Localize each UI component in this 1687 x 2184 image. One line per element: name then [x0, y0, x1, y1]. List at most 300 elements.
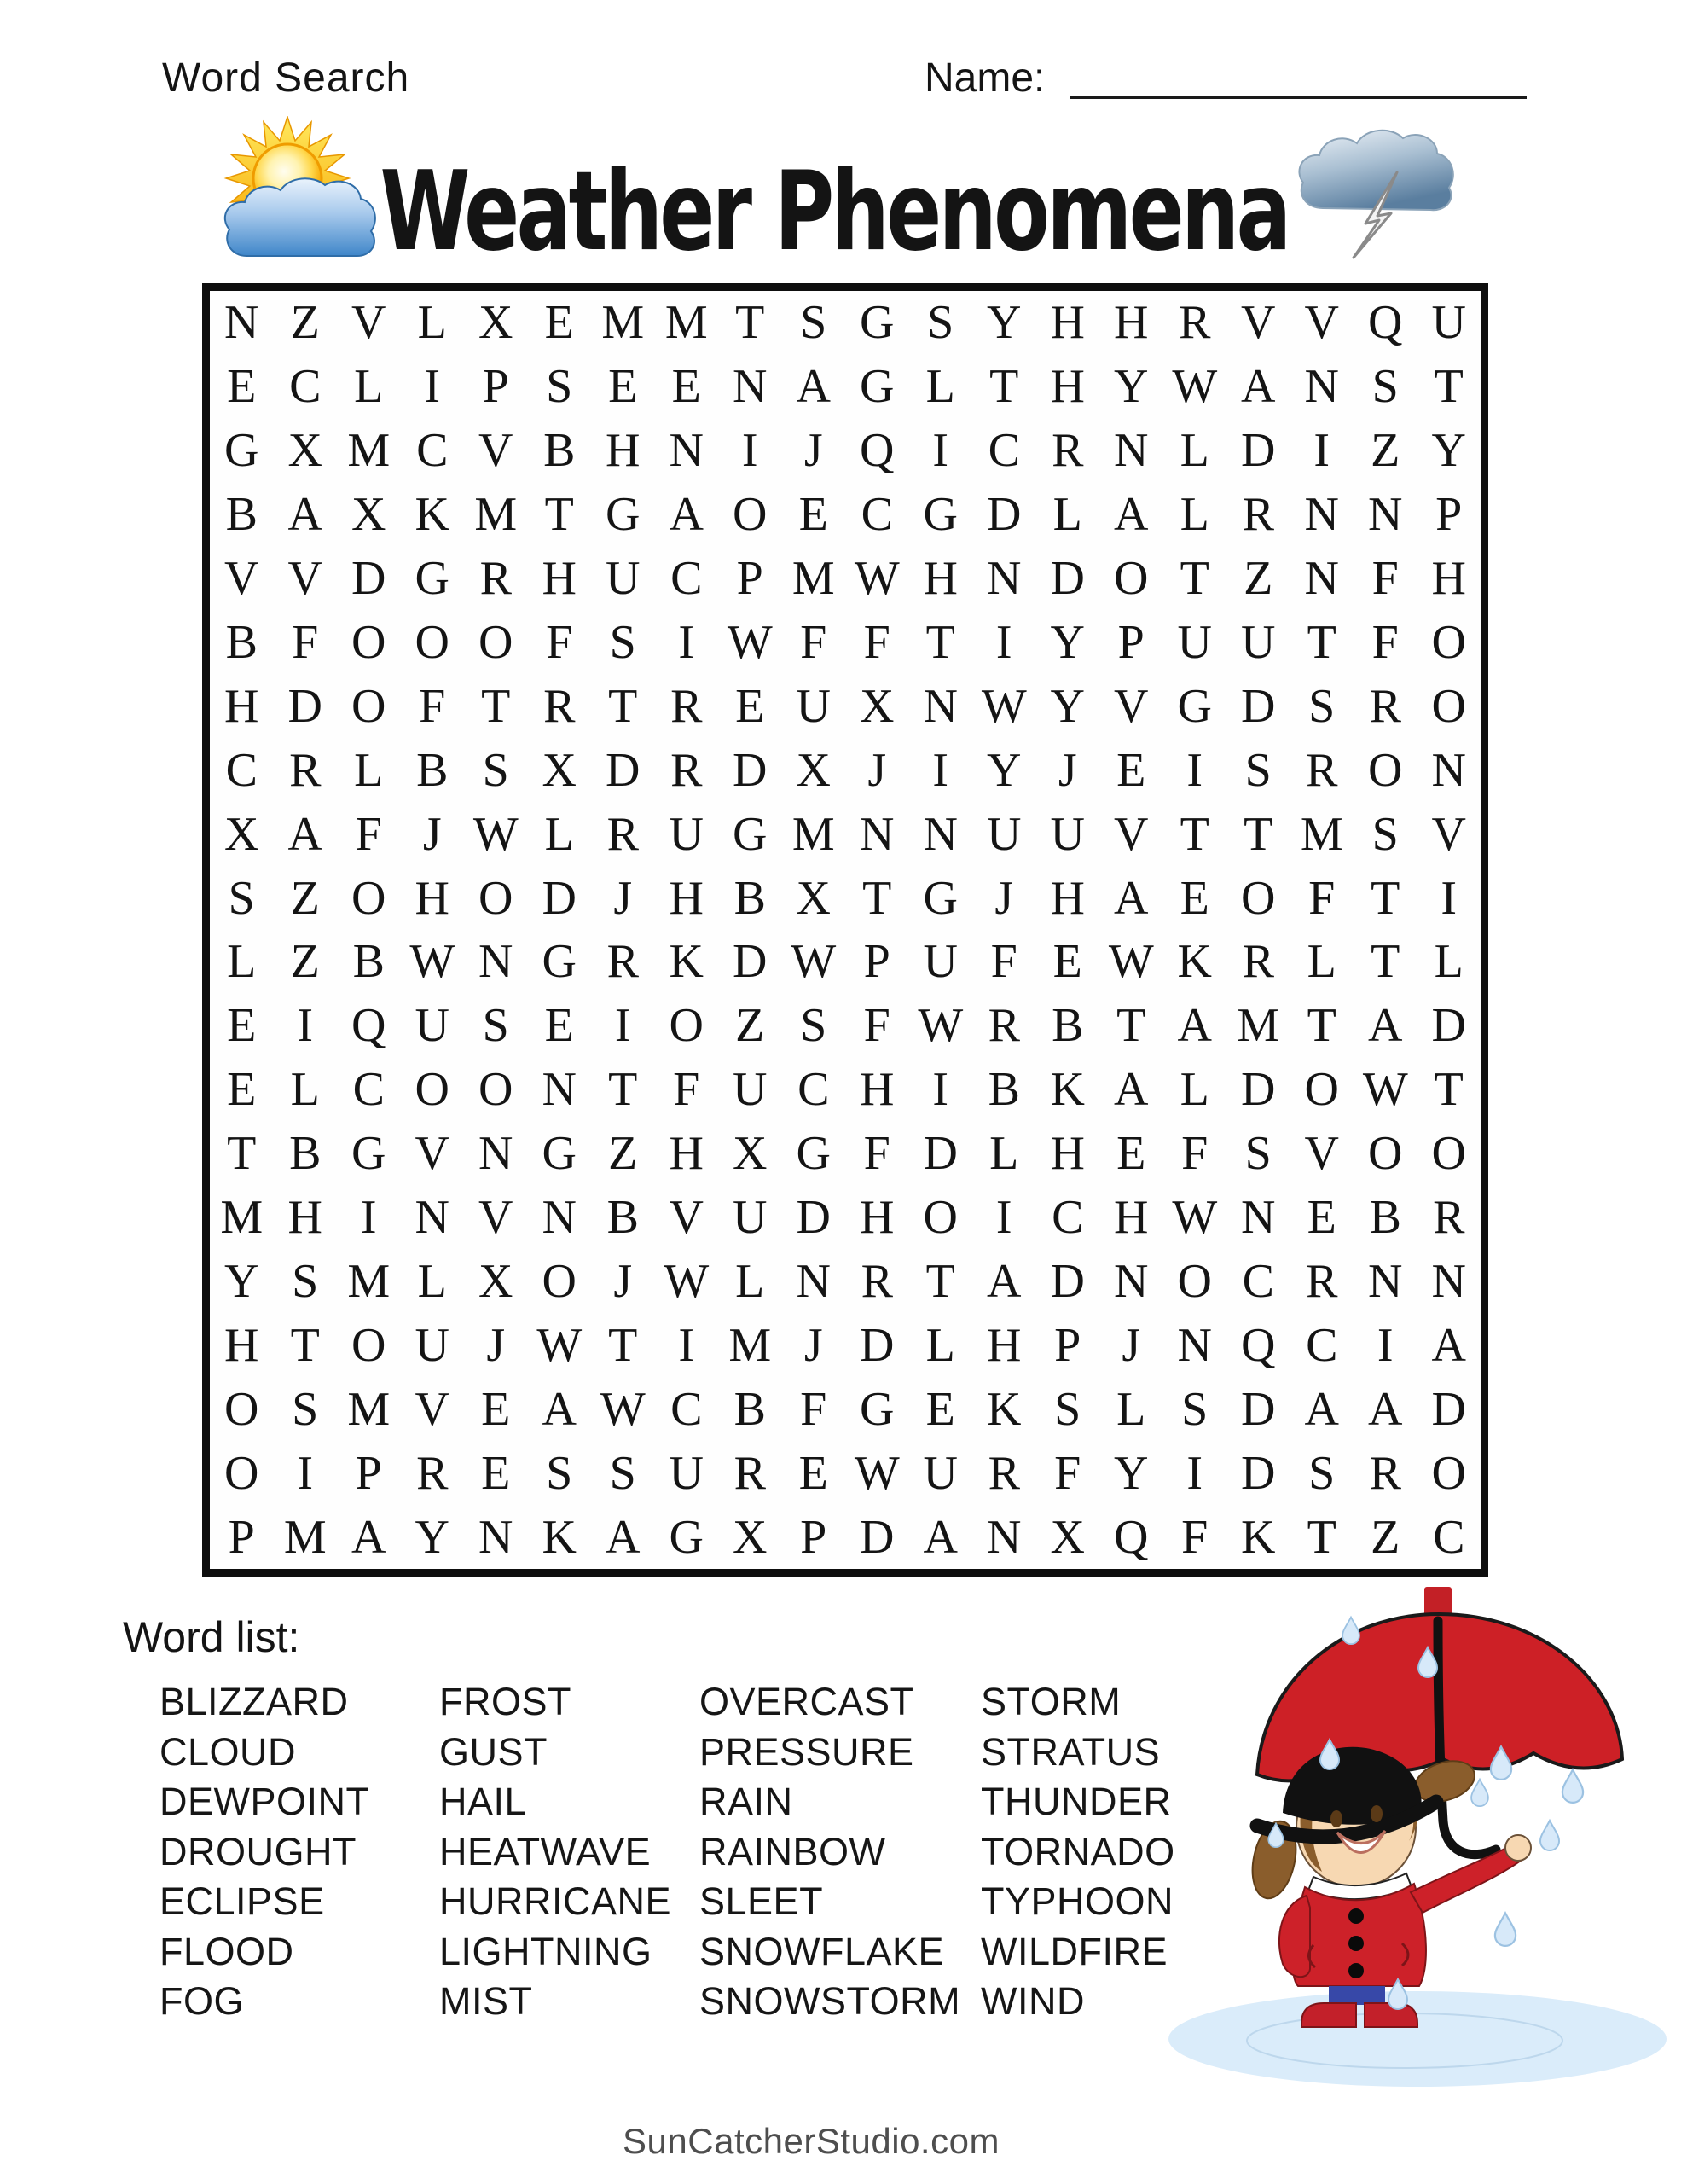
grid-cell-r19-c9[interactable]: R	[733, 1446, 766, 1500]
grid-cell-r18-c2[interactable]: S	[292, 1382, 319, 1436]
grid-cell-r7-c11[interactable]: X	[860, 679, 895, 733]
grid-cell-r18-c11[interactable]: G	[860, 1382, 895, 1436]
grid-cell-r9-c7[interactable]: R	[606, 807, 639, 861]
grid-cell-r11-c4[interactable]: W	[409, 935, 455, 989]
grid-cell-r7-c2[interactable]: D	[287, 679, 322, 733]
grid-cell-r19-c4[interactable]: R	[416, 1446, 449, 1500]
grid-cell-r8-c5[interactable]: S	[482, 743, 509, 797]
grid-cell-r8-c1[interactable]: C	[225, 743, 258, 797]
grid-cell-r11-c14[interactable]: E	[1052, 935, 1082, 989]
grid-cell-r1-c3[interactable]: V	[351, 296, 386, 350]
grid-cell-r19-c14[interactable]: F	[1054, 1446, 1081, 1500]
grid-cell-r11-c16[interactable]: K	[1177, 935, 1212, 989]
grid-cell-r8-c8[interactable]: R	[670, 743, 703, 797]
grid-cell-r12-c4[interactable]: U	[415, 999, 449, 1053]
grid-cell-r6-c2[interactable]: F	[292, 615, 319, 669]
grid-cell-r6-c4[interactable]: O	[415, 615, 449, 669]
grid-cell-r7-c19[interactable]: R	[1369, 679, 1401, 733]
grid-cell-r9-c2[interactable]: A	[287, 807, 322, 861]
grid-cell-r1-c15[interactable]: H	[1114, 296, 1149, 350]
grid-cell-r14-c13[interactable]: L	[989, 1127, 1019, 1181]
grid-cell-r14-c11[interactable]: F	[863, 1127, 890, 1181]
grid-cell-r10-c7[interactable]: J	[613, 871, 633, 925]
grid-cell-r11-c8[interactable]: K	[669, 935, 704, 989]
grid-cell-r19-c19[interactable]: R	[1369, 1446, 1401, 1500]
grid-cell-r15-c3[interactable]: I	[360, 1191, 377, 1245]
grid-cell-r3-c10[interactable]: J	[803, 424, 823, 478]
grid-cell-r4-c19[interactable]: N	[1368, 488, 1403, 542]
grid-cell-r12-c14[interactable]: B	[1052, 999, 1084, 1053]
grid-cell-r15-c4[interactable]: N	[415, 1191, 449, 1245]
grid-cell-r5-c7[interactable]: U	[606, 552, 641, 606]
grid-cell-r9-c3[interactable]: F	[355, 807, 382, 861]
grid-cell-r8-c6[interactable]: X	[542, 743, 577, 797]
grid-cell-r9-c16[interactable]: T	[1180, 807, 1209, 861]
grid-cell-r15-c12[interactable]: O	[923, 1191, 958, 1245]
grid-cell-r18-c8[interactable]: C	[670, 1382, 703, 1436]
grid-cell-r1-c5[interactable]: X	[478, 296, 513, 350]
grid-cell-r4-c15[interactable]: A	[1114, 488, 1149, 542]
grid-cell-r3-c8[interactable]: N	[669, 424, 704, 478]
grid-cell-r16-c1[interactable]: Y	[224, 1254, 259, 1308]
grid-cell-r6-c3[interactable]: O	[351, 615, 386, 669]
grid-cell-r10-c19[interactable]: T	[1371, 871, 1400, 925]
grid-cell-r7-c5[interactable]: T	[481, 679, 511, 733]
grid-cell-r1-c18[interactable]: V	[1304, 296, 1339, 350]
grid-cell-r9-c1[interactable]: X	[224, 807, 259, 861]
grid-cell-r15-c2[interactable]: H	[287, 1191, 322, 1245]
grid-cell-r14-c12[interactable]: D	[923, 1127, 958, 1181]
grid-cell-r5-c14[interactable]: D	[1050, 552, 1085, 606]
grid-cell-r3-c2[interactable]: X	[287, 424, 322, 478]
grid-cell-r5-c5[interactable]: R	[479, 552, 512, 606]
grid-cell-r15-c19[interactable]: B	[1369, 1191, 1401, 1245]
grid-cell-r8-c11[interactable]: J	[867, 743, 887, 797]
grid-cell-r17-c19[interactable]: I	[1377, 1318, 1394, 1372]
grid-cell-r19-c16[interactable]: I	[1186, 1446, 1203, 1500]
grid-cell-r16-c3[interactable]: M	[347, 1254, 391, 1308]
grid-cell-r15-c20[interactable]: R	[1433, 1191, 1465, 1245]
grid-cell-r4-c14[interactable]: L	[1052, 488, 1082, 542]
grid-cell-r11-c15[interactable]: W	[1108, 935, 1154, 989]
grid-cell-r6-c16[interactable]: U	[1177, 615, 1212, 669]
grid-cell-r9-c18[interactable]: M	[1300, 807, 1343, 861]
grid-cell-r13-c18[interactable]: O	[1304, 1063, 1339, 1117]
grid-cell-r20-c13[interactable]: N	[987, 1510, 1022, 1564]
grid-cell-r6-c18[interactable]: T	[1307, 615, 1336, 669]
grid-cell-r20-c15[interactable]: Q	[1114, 1510, 1149, 1564]
grid-cell-r9-c11[interactable]: N	[860, 807, 895, 861]
grid-cell-r11-c7[interactable]: R	[606, 935, 639, 989]
grid-cell-r14-c16[interactable]: F	[1181, 1127, 1209, 1181]
grid-cell-r20-c12[interactable]: A	[923, 1510, 958, 1564]
grid-cell-r20-c10[interactable]: P	[800, 1510, 827, 1564]
grid-cell-r1-c6[interactable]: E	[544, 296, 574, 350]
grid-cell-r12-c20[interactable]: D	[1431, 999, 1466, 1053]
grid-cell-r6-c7[interactable]: S	[609, 615, 636, 669]
grid-cell-r3-c7[interactable]: H	[606, 424, 641, 478]
grid-cell-r6-c12[interactable]: T	[925, 615, 955, 669]
grid-cell-r3-c9[interactable]: I	[741, 424, 758, 478]
grid-cell-r19-c20[interactable]: O	[1431, 1446, 1466, 1500]
grid-cell-r20-c19[interactable]: Z	[1371, 1510, 1400, 1564]
grid-cell-r2-c13[interactable]: T	[989, 360, 1019, 414]
grid-cell-r5-c20[interactable]: H	[1431, 552, 1466, 606]
grid-cell-r4-c8[interactable]: A	[669, 488, 704, 542]
grid-cell-r7-c9[interactable]: E	[735, 679, 765, 733]
grid-cell-r1-c4[interactable]: L	[417, 296, 447, 350]
grid-cell-r13-c13[interactable]: B	[988, 1063, 1020, 1117]
grid-cell-r18-c10[interactable]: F	[800, 1382, 827, 1436]
grid-cell-r4-c7[interactable]: G	[606, 488, 641, 542]
grid-cell-r10-c18[interactable]: F	[1308, 871, 1336, 925]
grid-cell-r1-c19[interactable]: Q	[1368, 296, 1403, 350]
grid-cell-r18-c19[interactable]: A	[1368, 1382, 1403, 1436]
grid-cell-r18-c4[interactable]: V	[415, 1382, 449, 1436]
grid-cell-r14-c3[interactable]: G	[351, 1127, 386, 1181]
grid-cell-r5-c4[interactable]: G	[415, 552, 449, 606]
grid-cell-r15-c15[interactable]: H	[1114, 1191, 1149, 1245]
grid-cell-r12-c5[interactable]: S	[482, 999, 509, 1053]
grid-cell-r16-c8[interactable]: W	[664, 1254, 710, 1308]
grid-cell-r11-c10[interactable]: W	[791, 935, 837, 989]
grid-cell-r2-c15[interactable]: Y	[1114, 360, 1149, 414]
grid-cell-r5-c12[interactable]: H	[923, 552, 958, 606]
grid-cell-r4-c16[interactable]: L	[1180, 488, 1209, 542]
grid-cell-r20-c9[interactable]: X	[733, 1510, 768, 1564]
grid-cell-r16-c10[interactable]: N	[796, 1254, 831, 1308]
grid-cell-r7-c1[interactable]: H	[224, 679, 259, 733]
grid-cell-r4-c12[interactable]: G	[923, 488, 958, 542]
grid-cell-r11-c19[interactable]: T	[1371, 935, 1400, 989]
grid-cell-r10-c13[interactable]: J	[994, 871, 1014, 925]
grid-cell-r13-c2[interactable]: L	[290, 1063, 320, 1117]
grid-cell-r16-c19[interactable]: N	[1368, 1254, 1403, 1308]
grid-cell-r1-c9[interactable]: T	[735, 296, 765, 350]
name-write-in-line[interactable]	[1070, 96, 1527, 99]
grid-cell-r17-c10[interactable]: J	[803, 1318, 823, 1372]
grid-cell-r16-c11[interactable]: R	[861, 1254, 893, 1308]
grid-cell-r16-c18[interactable]: R	[1306, 1254, 1338, 1308]
grid-cell-r7-c3[interactable]: O	[351, 679, 386, 733]
grid-cell-r13-c16[interactable]: L	[1180, 1063, 1209, 1117]
grid-cell-r9-c8[interactable]: U	[669, 807, 704, 861]
grid-cell-r8-c14[interactable]: J	[1058, 743, 1077, 797]
grid-cell-r13-c3[interactable]: C	[352, 1063, 385, 1117]
grid-cell-r8-c3[interactable]: L	[354, 743, 384, 797]
grid-cell-r13-c8[interactable]: F	[673, 1063, 700, 1117]
grid-cell-r5-c8[interactable]: C	[670, 552, 703, 606]
grid-cell-r7-c13[interactable]: W	[981, 679, 1027, 733]
grid-cell-r20-c4[interactable]: Y	[415, 1510, 449, 1564]
grid-cell-r19-c8[interactable]: U	[669, 1446, 704, 1500]
grid-cell-r15-c18[interactable]: E	[1307, 1191, 1336, 1245]
grid-cell-r16-c2[interactable]: S	[292, 1254, 319, 1308]
grid-cell-r18-c6[interactable]: A	[542, 1382, 577, 1436]
grid-cell-r4-c6[interactable]: T	[544, 488, 574, 542]
grid-cell-r9-c17[interactable]: T	[1244, 807, 1273, 861]
grid-cell-r16-c12[interactable]: T	[925, 1254, 955, 1308]
grid-cell-r1-c10[interactable]: S	[800, 296, 827, 350]
grid-cell-r11-c9[interactable]: D	[733, 935, 768, 989]
grid-cell-r16-c17[interactable]: C	[1242, 1254, 1274, 1308]
grid-cell-r11-c3[interactable]: B	[352, 935, 385, 989]
grid-cell-r11-c17[interactable]: R	[1242, 935, 1274, 989]
grid-cell-r13-c5[interactable]: O	[478, 1063, 513, 1117]
grid-cell-r9-c5[interactable]: W	[472, 807, 519, 861]
grid-cell-r1-c8[interactable]: M	[664, 296, 708, 350]
grid-cell-r12-c11[interactable]: F	[863, 999, 890, 1053]
grid-cell-r19-c6[interactable]: S	[546, 1446, 573, 1500]
grid-cell-r17-c12[interactable]: L	[925, 1318, 955, 1372]
grid-cell-r11-c20[interactable]: L	[1434, 935, 1464, 989]
grid-cell-r6-c8[interactable]: I	[678, 615, 695, 669]
grid-cell-r8-c7[interactable]: D	[606, 743, 641, 797]
grid-cell-r17-c4[interactable]: U	[415, 1318, 449, 1372]
grid-cell-r1-c17[interactable]: V	[1241, 296, 1276, 350]
grid-cell-r17-c8[interactable]: I	[678, 1318, 695, 1372]
grid-cell-r8-c17[interactable]: S	[1244, 743, 1272, 797]
grid-cell-r3-c15[interactable]: N	[1114, 424, 1149, 478]
grid-cell-r11-c5[interactable]: N	[478, 935, 513, 989]
grid-cell-r7-c20[interactable]: O	[1431, 679, 1466, 733]
grid-cell-r14-c8[interactable]: H	[669, 1127, 704, 1181]
grid-cell-r19-c18[interactable]: S	[1308, 1446, 1336, 1500]
grid-cell-r6-c10[interactable]: F	[800, 615, 827, 669]
grid-cell-r10-c12[interactable]: G	[923, 871, 958, 925]
grid-cell-r16-c13[interactable]: A	[987, 1254, 1022, 1308]
grid-cell-r1-c11[interactable]: G	[860, 296, 895, 350]
grid-cell-r15-c5[interactable]: V	[478, 1191, 513, 1245]
grid-cell-r10-c6[interactable]: D	[542, 871, 577, 925]
grid-cell-r5-c3[interactable]: D	[351, 552, 386, 606]
grid-cell-r2-c9[interactable]: N	[733, 360, 768, 414]
grid-cell-r17-c20[interactable]: A	[1431, 1318, 1466, 1372]
grid-cell-r6-c17[interactable]: U	[1241, 615, 1276, 669]
grid-cell-r3-c12[interactable]: I	[932, 424, 949, 478]
grid-cell-r7-c8[interactable]: R	[670, 679, 703, 733]
grid-cell-r15-c6[interactable]: N	[542, 1191, 577, 1245]
grid-cell-r5-c1[interactable]: V	[224, 552, 259, 606]
grid-cell-r1-c16[interactable]: R	[1179, 296, 1211, 350]
grid-cell-r17-c6[interactable]: W	[536, 1318, 583, 1372]
grid-cell-r1-c7[interactable]: M	[601, 296, 645, 350]
grid-cell-r12-c19[interactable]: A	[1368, 999, 1403, 1053]
grid-cell-r18-c1[interactable]: O	[224, 1382, 259, 1436]
grid-cell-r4-c20[interactable]: P	[1435, 488, 1463, 542]
grid-cell-r20-c16[interactable]: F	[1181, 1510, 1209, 1564]
grid-cell-r20-c17[interactable]: K	[1241, 1510, 1276, 1564]
grid-cell-r14-c10[interactable]: G	[796, 1127, 831, 1181]
grid-cell-r12-c3[interactable]: Q	[351, 999, 386, 1053]
grid-cell-r15-c1[interactable]: M	[220, 1191, 264, 1245]
grid-cell-r10-c15[interactable]: A	[1114, 871, 1149, 925]
grid-cell-r20-c14[interactable]: X	[1050, 1510, 1085, 1564]
grid-cell-r15-c17[interactable]: N	[1241, 1191, 1276, 1245]
grid-cell-r8-c12[interactable]: I	[932, 743, 949, 797]
grid-cell-r15-c13[interactable]: I	[995, 1191, 1012, 1245]
grid-cell-r17-c9[interactable]: M	[728, 1318, 772, 1372]
grid-cell-r12-c15[interactable]: T	[1116, 999, 1146, 1053]
grid-cell-r5-c9[interactable]: P	[736, 552, 763, 606]
grid-cell-r12-c7[interactable]: I	[614, 999, 631, 1053]
grid-cell-r17-c14[interactable]: P	[1054, 1318, 1081, 1372]
grid-cell-r11-c2[interactable]: Z	[290, 935, 320, 989]
grid-cell-r19-c7[interactable]: S	[609, 1446, 636, 1500]
grid-cell-r20-c7[interactable]: A	[606, 1510, 641, 1564]
grid-cell-r3-c17[interactable]: D	[1241, 424, 1276, 478]
grid-cell-r10-c11[interactable]: T	[862, 871, 892, 925]
grid-cell-r1-c1[interactable]: N	[224, 296, 259, 350]
grid-cell-r17-c16[interactable]: N	[1177, 1318, 1212, 1372]
grid-cell-r19-c15[interactable]: Y	[1114, 1446, 1149, 1500]
grid-cell-r17-c2[interactable]: T	[290, 1318, 320, 1372]
grid-cell-r10-c20[interactable]: I	[1441, 871, 1458, 925]
grid-cell-r3-c11[interactable]: Q	[860, 424, 895, 478]
grid-cell-r13-c9[interactable]: U	[733, 1063, 768, 1117]
grid-cell-r17-c5[interactable]: J	[486, 1318, 506, 1372]
grid-cell-r4-c2[interactable]: A	[287, 488, 322, 542]
grid-cell-r7-c12[interactable]: N	[923, 679, 958, 733]
grid-cell-r14-c6[interactable]: G	[542, 1127, 577, 1181]
grid-cell-r19-c11[interactable]: W	[854, 1446, 900, 1500]
grid-cell-r3-c16[interactable]: L	[1180, 424, 1209, 478]
grid-cell-r13-c10[interactable]: C	[797, 1063, 830, 1117]
grid-cell-r20-c1[interactable]: P	[228, 1510, 255, 1564]
grid-cell-r18-c5[interactable]: E	[481, 1382, 511, 1436]
grid-cell-r14-c15[interactable]: E	[1116, 1127, 1146, 1181]
grid-cell-r14-c9[interactable]: X	[733, 1127, 768, 1181]
grid-cell-r15-c11[interactable]: H	[860, 1191, 895, 1245]
grid-cell-r6-c13[interactable]: I	[995, 615, 1012, 669]
grid-cell-r10-c8[interactable]: H	[669, 871, 704, 925]
grid-cell-r5-c11[interactable]: W	[854, 552, 900, 606]
grid-cell-r18-c18[interactable]: A	[1304, 1382, 1339, 1436]
grid-cell-r2-c3[interactable]: L	[354, 360, 384, 414]
grid-cell-r19-c1[interactable]: O	[224, 1446, 259, 1500]
grid-cell-r12-c16[interactable]: A	[1177, 999, 1212, 1053]
grid-cell-r1-c12[interactable]: S	[927, 296, 954, 350]
grid-cell-r7-c16[interactable]: G	[1177, 679, 1212, 733]
grid-cell-r6-c15[interactable]: P	[1117, 615, 1145, 669]
grid-cell-r11-c11[interactable]: P	[863, 935, 890, 989]
grid-cell-r9-c12[interactable]: N	[923, 807, 958, 861]
grid-cell-r5-c16[interactable]: T	[1180, 552, 1209, 606]
grid-cell-r2-c14[interactable]: H	[1050, 360, 1085, 414]
grid-cell-r7-c6[interactable]: R	[543, 679, 576, 733]
grid-cell-r8-c9[interactable]: D	[733, 743, 768, 797]
grid-cell-r8-c18[interactable]: R	[1306, 743, 1338, 797]
grid-cell-r17-c11[interactable]: D	[860, 1318, 895, 1372]
grid-cell-r9-c9[interactable]: G	[733, 807, 768, 861]
grid-cell-r14-c2[interactable]: B	[289, 1127, 322, 1181]
grid-cell-r13-c19[interactable]: W	[1362, 1063, 1408, 1117]
grid-cell-r18-c9[interactable]: B	[733, 1382, 766, 1436]
grid-cell-r19-c5[interactable]: E	[481, 1446, 511, 1500]
grid-cell-r12-c18[interactable]: T	[1307, 999, 1336, 1053]
grid-cell-r17-c17[interactable]: Q	[1241, 1318, 1276, 1372]
grid-cell-r19-c10[interactable]: E	[798, 1446, 828, 1500]
grid-cell-r7-c18[interactable]: S	[1308, 679, 1336, 733]
grid-cell-r4-c9[interactable]: O	[733, 488, 768, 542]
grid-cell-r9-c14[interactable]: U	[1050, 807, 1085, 861]
grid-cell-r19-c12[interactable]: U	[923, 1446, 958, 1500]
grid-cell-r9-c20[interactable]: V	[1431, 807, 1466, 861]
grid-cell-r3-c14[interactable]: R	[1052, 424, 1084, 478]
grid-cell-r14-c18[interactable]: V	[1304, 1127, 1339, 1181]
grid-cell-r5-c6[interactable]: H	[542, 552, 577, 606]
grid-cell-r4-c5[interactable]: M	[474, 488, 518, 542]
grid-cell-r5-c18[interactable]: N	[1304, 552, 1339, 606]
grid-cell-r2-c12[interactable]: L	[925, 360, 955, 414]
grid-cell-r13-c11[interactable]: H	[860, 1063, 895, 1117]
grid-cell-r2-c17[interactable]: A	[1241, 360, 1276, 414]
grid-cell-r20-c20[interactable]: C	[1433, 1510, 1465, 1564]
grid-cell-r2-c19[interactable]: S	[1371, 360, 1399, 414]
grid-cell-r5-c2[interactable]: V	[287, 552, 322, 606]
grid-cell-r14-c4[interactable]: V	[415, 1127, 449, 1181]
grid-cell-r16-c20[interactable]: N	[1431, 1254, 1466, 1308]
grid-cell-r12-c10[interactable]: S	[800, 999, 827, 1053]
grid-cell-r6-c1[interactable]: B	[225, 615, 258, 669]
grid-cell-r3-c6[interactable]: B	[543, 424, 576, 478]
grid-cell-r16-c9[interactable]: L	[735, 1254, 765, 1308]
grid-cell-r4-c18[interactable]: N	[1304, 488, 1339, 542]
grid-cell-r13-c12[interactable]: I	[932, 1063, 949, 1117]
grid-cell-r1-c2[interactable]: Z	[290, 296, 320, 350]
grid-cell-r12-c17[interactable]: M	[1237, 999, 1280, 1053]
grid-cell-r6-c5[interactable]: O	[478, 615, 513, 669]
grid-cell-r18-c15[interactable]: L	[1116, 1382, 1146, 1436]
grid-cell-r1-c14[interactable]: H	[1050, 296, 1085, 350]
grid-cell-r4-c11[interactable]: C	[861, 488, 893, 542]
grid-cell-r19-c2[interactable]: I	[297, 1446, 314, 1500]
grid-cell-r3-c19[interactable]: Z	[1371, 424, 1400, 478]
grid-cell-r12-c1[interactable]: E	[227, 999, 257, 1053]
grid-cell-r13-c1[interactable]: E	[227, 1063, 257, 1117]
grid-cell-r3-c3[interactable]: M	[347, 424, 391, 478]
grid-cell-r14-c17[interactable]: S	[1244, 1127, 1272, 1181]
grid-cell-r12-c9[interactable]: Z	[735, 999, 765, 1053]
grid-cell-r12-c2[interactable]: I	[297, 999, 314, 1053]
grid-cell-r15-c8[interactable]: V	[669, 1191, 704, 1245]
grid-cell-r9-c15[interactable]: V	[1114, 807, 1149, 861]
grid-cell-r10-c3[interactable]: O	[351, 871, 386, 925]
grid-cell-r14-c19[interactable]: O	[1368, 1127, 1403, 1181]
grid-cell-r10-c10[interactable]: X	[796, 871, 831, 925]
grid-cell-r7-c15[interactable]: V	[1114, 679, 1149, 733]
grid-cell-r14-c14[interactable]: H	[1050, 1127, 1085, 1181]
grid-cell-r7-c17[interactable]: D	[1241, 679, 1276, 733]
grid-cell-r1-c13[interactable]: Y	[987, 296, 1022, 350]
grid-cell-r10-c5[interactable]: O	[478, 871, 513, 925]
grid-cell-r5-c17[interactable]: Z	[1244, 552, 1273, 606]
grid-cell-r8-c19[interactable]: O	[1368, 743, 1403, 797]
grid-cell-r6-c14[interactable]: Y	[1050, 615, 1085, 669]
grid-cell-r2-c18[interactable]: N	[1304, 360, 1339, 414]
grid-cell-r14-c5[interactable]: N	[478, 1127, 513, 1181]
grid-cell-r15-c10[interactable]: D	[796, 1191, 831, 1245]
grid-cell-r15-c14[interactable]: C	[1052, 1191, 1084, 1245]
grid-cell-r3-c5[interactable]: V	[478, 424, 513, 478]
grid-cell-r8-c10[interactable]: X	[796, 743, 831, 797]
grid-cell-r4-c3[interactable]: X	[351, 488, 386, 542]
grid-cell-r7-c4[interactable]: F	[419, 679, 446, 733]
grid-cell-r8-c15[interactable]: E	[1116, 743, 1146, 797]
grid-cell-r18-c13[interactable]: K	[987, 1382, 1022, 1436]
grid-cell-r13-c7[interactable]: T	[608, 1063, 638, 1117]
grid-cell-r3-c13[interactable]: C	[988, 424, 1020, 478]
